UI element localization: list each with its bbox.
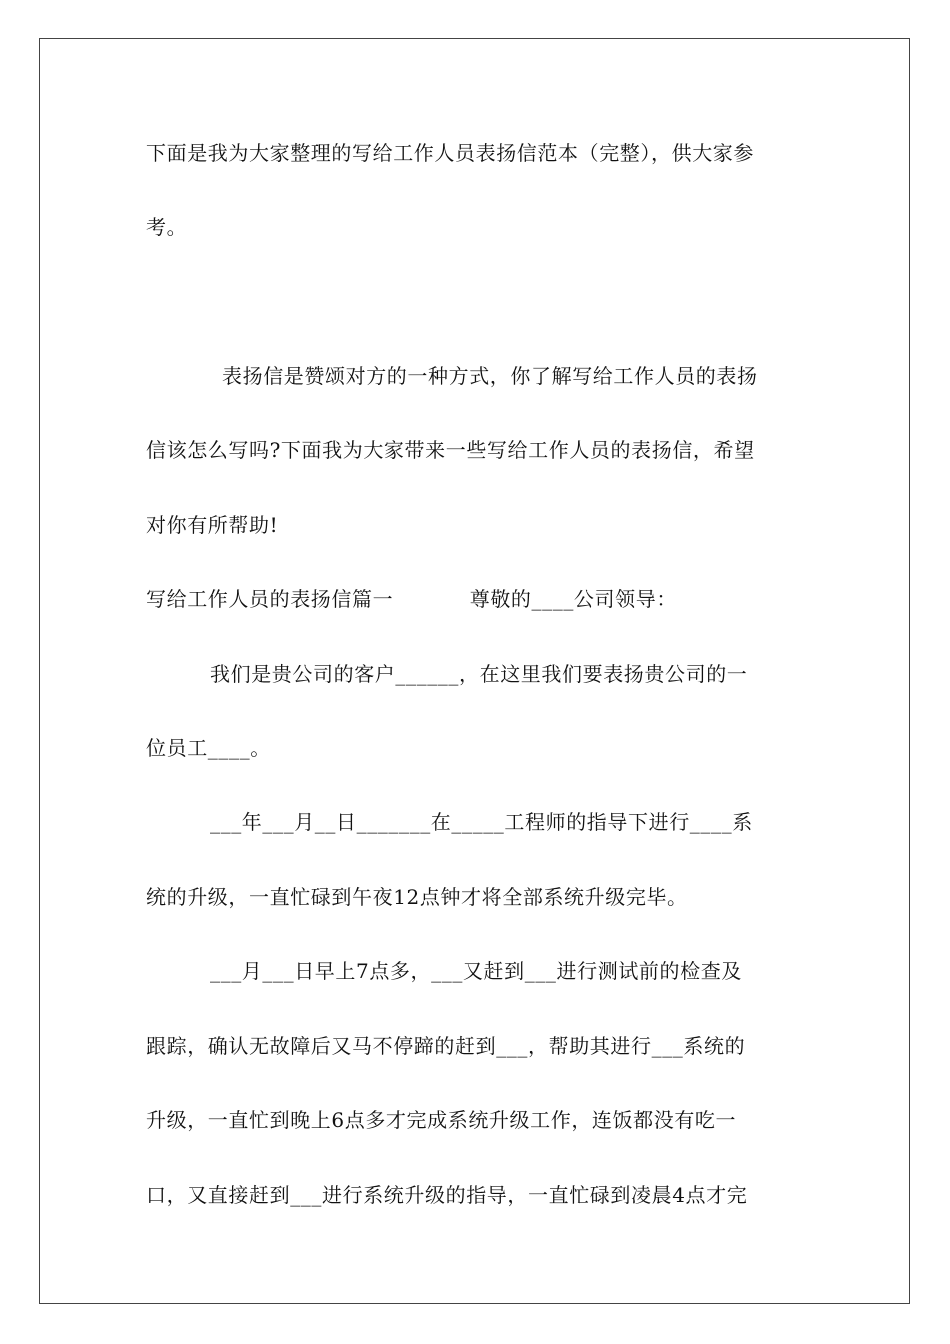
paragraph-2-line-1: 我们是贵公司的客户______，在这里我们要表扬贵公司的一 — [210, 662, 748, 686]
paragraph-4-line-2: 跟踪，确认无故障后又马不停蹄的赶到___，帮助其进行___系统的 — [146, 1034, 746, 1058]
paragraph-4-line-3: 升级，一直忙到晚上6点多才完成系统升级工作，连饭都没有吃一 — [146, 1108, 737, 1132]
section-heading-line: 写给工作人员的表扬信篇一 尊敬的____公司领导： — [146, 587, 677, 611]
intro-line-2: 考。 — [146, 215, 188, 239]
paragraph-4-line-1: ___月___日早上7点多，___又赶到___进行测试前的检查及 — [210, 959, 742, 983]
paragraph-1-line-2: 信该怎么写吗?下面我为大家带来一些写给工作人员的表扬信，希望 — [146, 438, 755, 462]
paragraph-4-line-4: 口，又直接赶到___进行系统升级的指导，一直忙碌到凌晨4点才完 — [146, 1183, 748, 1207]
paragraph-3-line-2: 统的升级，一直忙碌到午夜12点钟才将全部系统升级完毕。 — [146, 885, 688, 909]
paragraph-3-line-1: ___年___月__日_______在_____工程师的指导下进行____系 — [210, 810, 753, 834]
intro-line-1: 下面是我为大家整理的写给工作人员表扬信范本（完整），供大家参 — [146, 141, 754, 165]
paragraph-1-line-3: 对你有所帮助! — [146, 513, 279, 537]
paragraph-2-line-2: 位员工____。 — [146, 736, 271, 760]
paragraph-1-line-1: 表扬信是赞颂对方的一种方式，你了解写给工作人员的表扬 — [222, 364, 758, 388]
